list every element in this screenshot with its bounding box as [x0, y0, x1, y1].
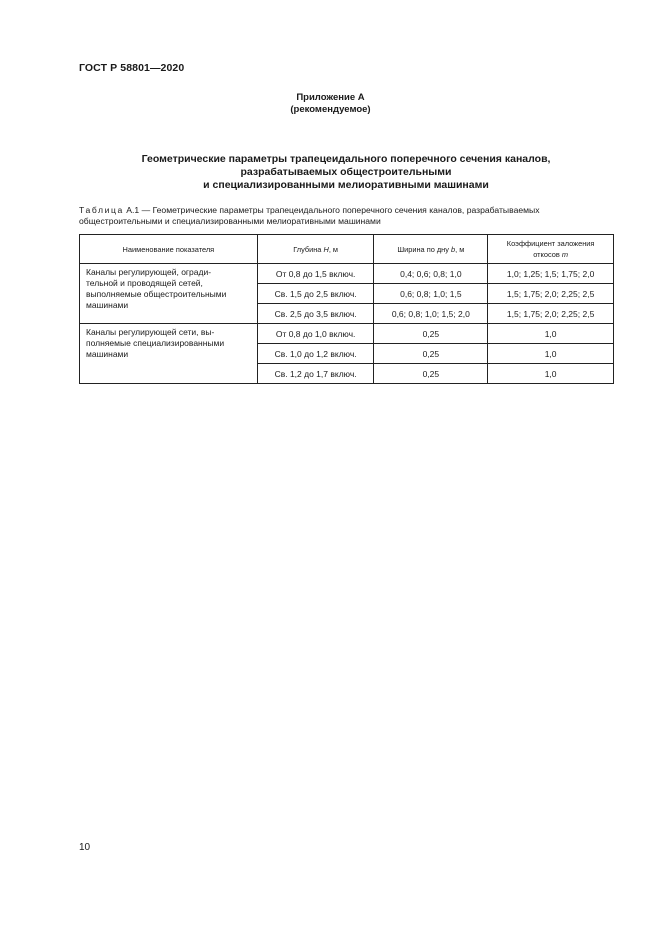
width-cell: 0,4; 0,6; 0,8; 1,0	[374, 264, 488, 284]
annex-heading	[0, 92, 661, 116]
depth-cell: Св. 2,5 до 3,5 включ.	[257, 304, 374, 324]
table-caption-label: Таблица	[79, 205, 124, 215]
header-width-prefix: Ширина по дну	[397, 244, 452, 254]
depth-cell: От 0,8 до 1,0 включ.	[257, 324, 374, 344]
document-code: ГОСТ Р 58801—2020	[79, 62, 185, 74]
table-caption-line-2: общестроительными и специализированными мелиоративными машинами	[79, 216, 381, 226]
group-name-line: Каналы регулирующей, огради-	[86, 267, 212, 277]
header-slope-prefix: откосов	[533, 250, 562, 259]
group-name-cell	[80, 264, 258, 324]
header-slope-symbol: m	[561, 250, 568, 259]
group-name-line: выполняемые общестроительными	[86, 289, 227, 299]
appendix-title-line-1: Геометрические параметры трапецеидального поперечного сечения каналов,	[141, 153, 551, 165]
table-row	[80, 324, 614, 344]
header-width-symbol: b	[451, 244, 456, 254]
slope-cell: 1,5; 1,75; 2,0; 2,25; 2,5	[488, 304, 614, 324]
depth-cell: Св. 1,5 до 2,5 включ.	[257, 284, 374, 304]
header-slope-line-2	[492, 249, 609, 260]
group-name-line: машинами	[86, 349, 129, 359]
appendix-title	[0, 153, 661, 192]
width-cell: 0,25	[374, 364, 488, 384]
width-cell: 0,6; 0,8; 1,0; 1,5; 2,0	[374, 304, 488, 324]
table-row	[80, 264, 614, 284]
group-name-line: Каналы регулирующей сети, вы-	[86, 327, 215, 337]
group-name-line: тельной и проводящей сетей,	[86, 278, 203, 288]
header-depth-prefix: Глубина	[293, 244, 324, 254]
appendix-title-line-2: разрабатываемых общестроительными	[240, 166, 452, 178]
header-slope-line-1: Коэффициент заложения	[506, 239, 595, 248]
appendix-title-line-3: и специализированными мелиоративными машинами	[203, 179, 489, 191]
table-caption	[79, 205, 619, 227]
page-number: 10	[79, 842, 91, 853]
slope-cell: 1,0	[488, 364, 614, 384]
table-caption-number: А.1	[126, 205, 140, 215]
annex-title: Приложение А	[296, 92, 365, 103]
header-slope	[488, 235, 614, 264]
table-caption-line-1	[79, 205, 619, 216]
depth-cell: От 0,8 до 1,5 включ.	[257, 264, 374, 284]
annex-status: (рекомендуемое)	[290, 104, 371, 115]
header-depth-unit: , м	[328, 244, 339, 254]
width-cell: 0,25	[374, 344, 488, 364]
slope-cell: 1,0; 1,25; 1,5; 1,75; 2,0	[488, 264, 614, 284]
table-caption-text-1: — Геометрические параметры трапецеидального поперечного сечения каналов, разрабатываемых	[139, 205, 540, 215]
header-name: Наименование показателя	[80, 235, 258, 264]
width-cell: 0,6; 0,8; 1,0; 1,5	[374, 284, 488, 304]
slope-cell: 1,5; 1,75; 2,0; 2,25; 2,5	[488, 284, 614, 304]
width-cell: 0,25	[374, 324, 488, 344]
header-width	[374, 235, 488, 264]
group-name-line: полняемые специализированными	[86, 338, 225, 348]
header-width-unit: , м	[455, 244, 465, 254]
group-name-cell	[80, 324, 258, 384]
depth-cell: Св. 1,0 до 1,2 включ.	[257, 344, 374, 364]
table-header-row	[80, 235, 614, 264]
slope-cell: 1,0	[488, 344, 614, 364]
group-name-line: машинами	[86, 300, 129, 310]
header-depth	[257, 235, 374, 264]
slope-cell: 1,0	[488, 324, 614, 344]
header-depth-symbol: Н	[323, 244, 329, 254]
depth-cell: Св. 1,2 до 1,7 включ.	[257, 364, 374, 384]
parameters-table	[79, 234, 614, 384]
